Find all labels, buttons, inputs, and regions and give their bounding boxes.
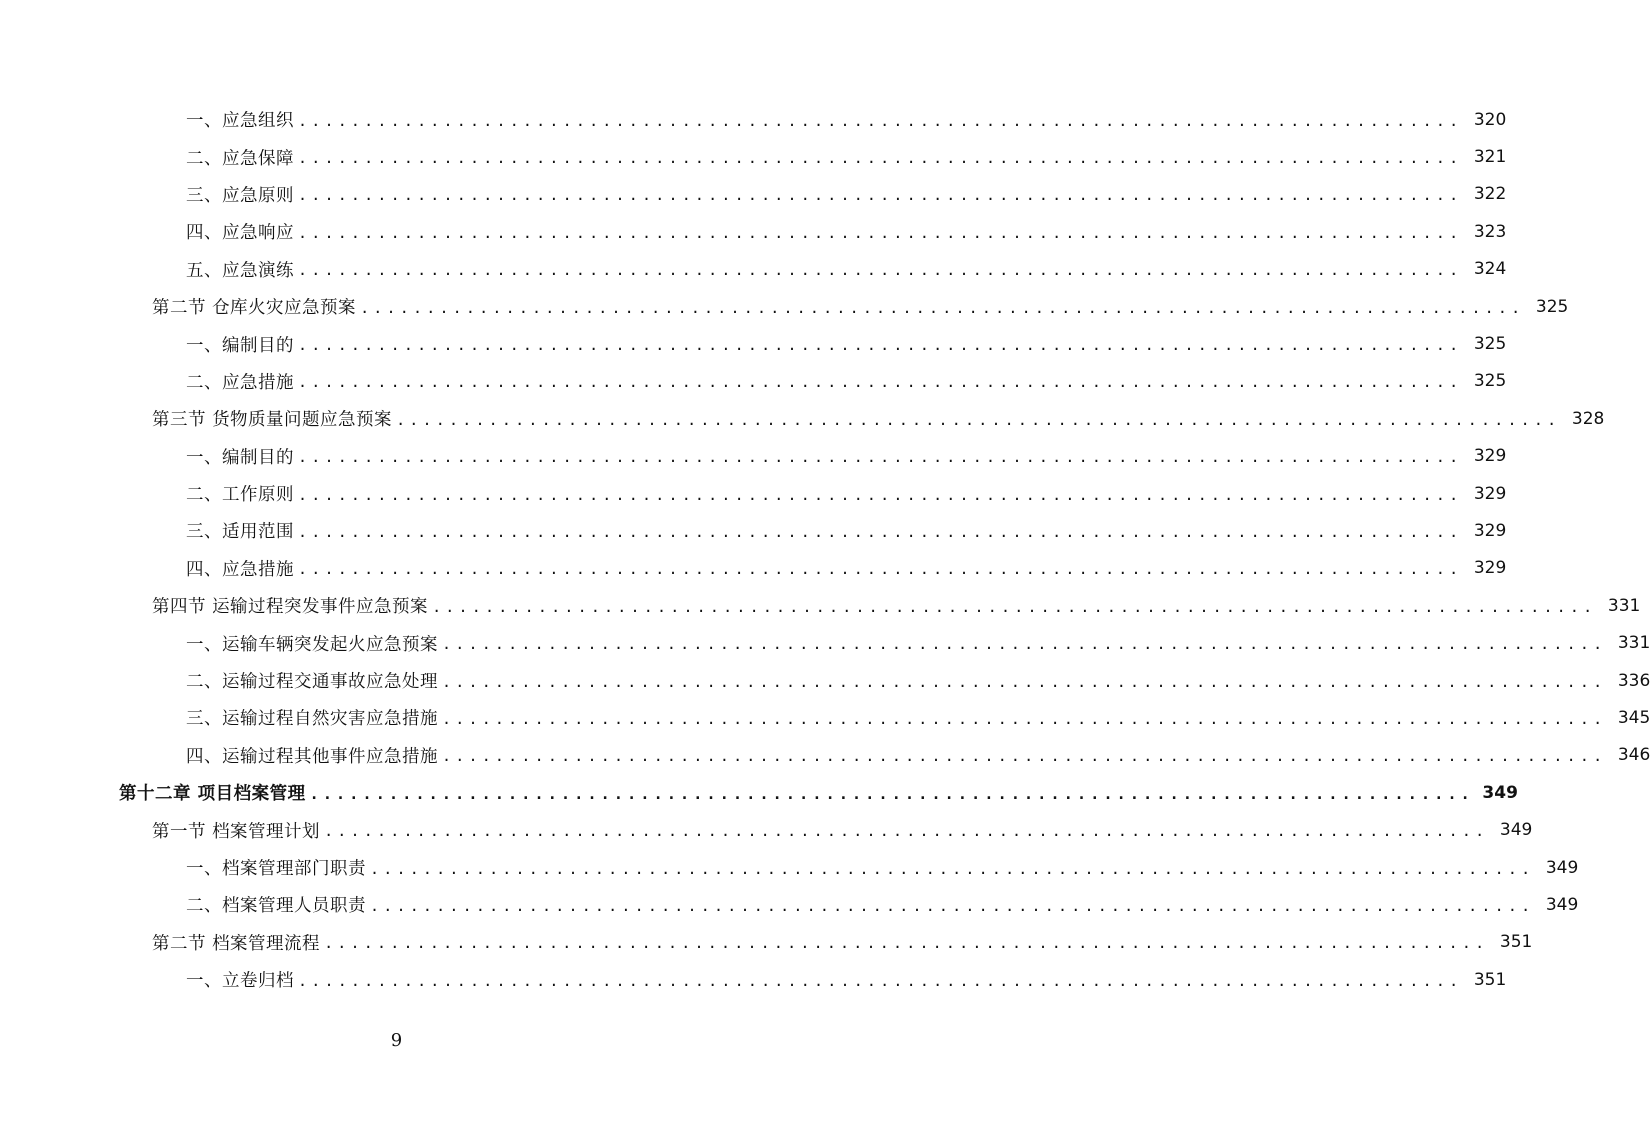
toc-entry-title: 四、应急响应: [186, 223, 294, 244]
toc-entry-page: 349: [1482, 782, 1518, 803]
dot-leader: ........................................................................................: [298, 223, 1463, 242]
toc-entry-title: 二、运输过程交通事故应急处理: [186, 672, 438, 693]
dot-leader: ........................................................................................: [370, 896, 1535, 915]
toc-entry[interactable]: [0, 550, 1507, 587]
toc-entry-title: 一、应急组织: [186, 111, 294, 132]
dot-leader: ........................................................................................: [298, 971, 1463, 990]
toc-entry[interactable]: [0, 138, 1507, 175]
toc-entry-title: 四、运输过程其他事件应急措施: [186, 746, 438, 767]
toc-entry-title: 二、应急措施: [186, 372, 294, 393]
toc-entry-title: 一、编制目的: [186, 335, 294, 356]
toc-entry-title: 三、运输过程自然灾害应急措施: [186, 709, 438, 730]
toc-entry[interactable]: [0, 101, 1507, 138]
toc-entry[interactable]: [0, 325, 1507, 362]
dot-leader: ........................................................................................: [298, 373, 1463, 392]
toc-entry[interactable]: [0, 699, 1650, 736]
toc-section-entry[interactable]: [0, 288, 1569, 325]
dot-leader: ........................................................................................: [442, 747, 1607, 766]
dot-leader: ........................................................................................: [432, 597, 1597, 616]
toc-entry-page: 351: [1499, 932, 1533, 953]
toc-entry[interactable]: [0, 849, 1579, 886]
toc-section-entry[interactable]: [0, 924, 1533, 961]
toc-entry[interactable]: [0, 176, 1507, 213]
toc-entry-page: 329: [1473, 558, 1507, 579]
dot-leader: ........................................................................................: [324, 934, 1489, 953]
dot-leader: ........................................................................................: [360, 298, 1525, 317]
toc-entry-title: 一、编制目的: [186, 447, 294, 468]
dot-leader: ........................................................................................: [298, 149, 1463, 168]
toc-entry-page: 325: [1535, 296, 1569, 317]
dot-leader: ........................................................................................: [298, 560, 1463, 579]
toc-entry-title: 二、工作原则: [186, 485, 294, 506]
dot-leader: ........................................................................................: [324, 822, 1489, 841]
dot-leader: ........................................................................................: [309, 784, 1474, 803]
toc-entry-page: 329: [1473, 520, 1507, 541]
table-of-contents: [0, 101, 1650, 998]
toc-entry-page: 324: [1473, 259, 1507, 280]
toc-entry-page: 321: [1473, 147, 1507, 168]
toc-entry-page: 349: [1545, 894, 1579, 915]
toc-entry-page: 345: [1617, 707, 1650, 728]
dot-leader: ........................................................................................: [298, 111, 1463, 130]
toc-entry[interactable]: [0, 438, 1507, 475]
toc-entry-title: 第四节 运输过程突发事件应急预案: [152, 597, 429, 618]
toc-entry[interactable]: [0, 363, 1507, 400]
dot-leader: ........................................................................................: [442, 672, 1607, 691]
page-number: 9: [390, 1030, 403, 1051]
dot-leader: ........................................................................................: [298, 485, 1463, 504]
toc-entry[interactable]: [0, 475, 1507, 512]
dot-leader: ........................................................................................: [370, 859, 1535, 878]
toc-section-entry[interactable]: [0, 400, 1605, 437]
toc-entry-page: 322: [1473, 184, 1507, 205]
toc-entry[interactable]: [0, 213, 1507, 250]
toc-entry[interactable]: [0, 251, 1507, 288]
dot-leader: ........................................................................................: [298, 522, 1463, 541]
dot-leader: ........................................................................................: [298, 186, 1463, 205]
dot-leader: ........................................................................................: [298, 448, 1463, 467]
toc-entry-page: 328: [1571, 408, 1605, 429]
toc-entry-page: 331: [1607, 595, 1641, 616]
toc-entry-title: 二、档案管理人员职责: [186, 896, 366, 917]
toc-entry-title: 第二节 仓库火灾应急预案: [152, 298, 357, 319]
toc-entry-title: 一、档案管理部门职责: [186, 859, 366, 879]
toc-entry[interactable]: [0, 961, 1507, 998]
toc-chapter-entry[interactable]: [0, 774, 1518, 811]
toc-entry[interactable]: [0, 737, 1650, 774]
toc-entry-title: 四、应急措施: [186, 559, 294, 580]
toc-entry-title: 第十二章 项目档案管理: [119, 784, 306, 805]
toc-entry[interactable]: [0, 512, 1507, 549]
toc-entry-page: 329: [1473, 446, 1507, 467]
toc-entry-page: 325: [1473, 334, 1507, 355]
toc-entry-page: 336: [1617, 670, 1650, 691]
toc-entry[interactable]: [0, 886, 1579, 923]
toc-entry-page: 331: [1617, 633, 1650, 654]
toc-entry-title: 五、应急演练: [186, 260, 294, 281]
toc-section-entry[interactable]: [0, 587, 1641, 624]
toc-entry-title: 第一节 档案管理计划: [152, 821, 321, 842]
toc-entry-page: 349: [1499, 820, 1533, 841]
toc-entry-title: 第三节 货物质量问题应急预案: [152, 410, 393, 431]
dot-leader: ........................................................................................: [396, 410, 1561, 429]
toc-entry-page: 320: [1473, 109, 1507, 130]
toc-entry-title: 第二节 档案管理流程: [152, 933, 321, 954]
dot-leader: ........................................................................................: [442, 709, 1607, 728]
toc-entry-page: 329: [1473, 483, 1507, 504]
dot-leader: ........................................................................................: [298, 336, 1463, 355]
toc-entry-page: 349: [1545, 857, 1579, 878]
toc-section-entry[interactable]: [0, 811, 1533, 848]
toc-entry-title: 三、适用范围: [186, 522, 294, 543]
dot-leader: ........................................................................................: [442, 635, 1607, 654]
dot-leader: ........................................................................................: [298, 261, 1463, 280]
toc-entry-page: 351: [1473, 969, 1507, 990]
toc-entry-page: 323: [1473, 221, 1507, 242]
toc-entry[interactable]: [0, 662, 1650, 699]
toc-entry-title: 一、立卷归档: [186, 971, 294, 992]
toc-entry[interactable]: [0, 624, 1650, 661]
toc-entry-title: 一、运输车辆突发起火应急预案: [186, 634, 438, 655]
toc-entry-title: 三、应急原则: [186, 185, 294, 206]
toc-entry-page: 346: [1617, 745, 1650, 766]
toc-entry-title: 二、应急保障: [186, 148, 294, 169]
toc-entry-page: 325: [1473, 371, 1507, 392]
